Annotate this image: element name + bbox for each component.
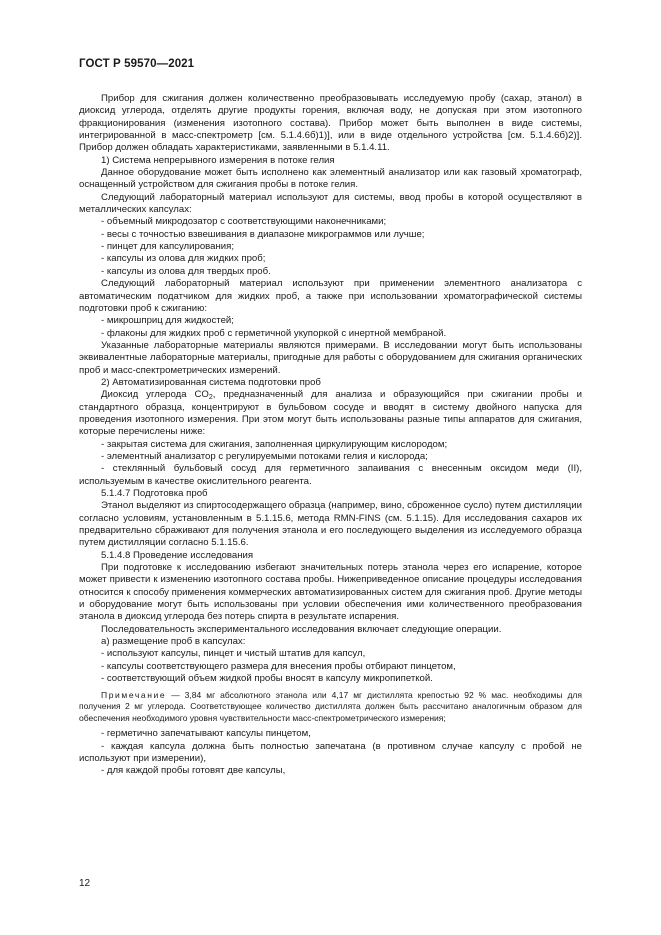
section-heading: 5.1.4.8 Проведение исследования [101,549,254,561]
list-item: - закрытая система для сжигания, заполненная циркулирующим кислородом; [101,438,448,450]
paragraph: Следующий лабораторный материал используют при применении элементного анализатора с автоматическим податчиком для жидких проб, а также при использовании хроматографической системы подготовки проб к сжиганию: [79,278,582,314]
list-item: - каждая капсула должна быть полностью запечатана (в противном случае капсулу с пробой не используют при измерении), [79,740,582,764]
note-text: — 3,84 мг абсолютного этанола или 4,17 мг дистиллята крепостью 92 % мас. необходимы для получения 2 мг углерода. Соответствующее количество дистиллята должен быть рассчитано аналогичным образом для обеспечения необходимого уровня чувствительности масс-спектрометрического измерения; [79,689,582,723]
paragraph-co2 [79,389,582,438]
list-item: - элементный анализатор с регулируемыми потоками гелия и кислорода; [101,450,428,462]
note-label: Примечание [101,689,167,700]
page-number: 12 [79,878,91,889]
text-span: Диоксид углерода CO [101,389,209,401]
text-span: , предназначенный для анализа и образующийся при сжигании пробы и стандартного образца, концентрируют в бульбовом сосуде и вводят в систему двойного напуска для проведения изотопного измерения. При этом могут быть использованы разные типы аппаратов для сжигания, которые перечислены ниже: [79,389,582,438]
paragraph: Прибор для сжигания должен количественно преобразовывать исследуемую пробу (сахар, этанол) в диоксид углерода, отделять другие продукты горения, включая воду, не допуская при этом изотопного фракционирования (изменения изотопного состава). Прибор может быть выполнен в виде системы, интегрированной в масс-спектрометр [см. 5.1.4.6б)1)], или в виде отдельного устройства [см. 5.1.4.6б)2)]. Прибор должен обладать характеристиками, заявленными в 5.1.4.11. [79,93,582,154]
paragraph: Этанол выделяют из спиртосодержащего образца (например, вино, сброженное сусло) путем дистилляции согласно условиям, установленным в 5.1.15.6, метода RMN-FINS (см. 5.1.15). Для исследования сахаров их предварительно сбраживают для получения этанола и его последующего выделения из исследуемого образца путем дистилляции согласно 5.1.15.6. [79,500,582,549]
list-item: - соответствующий объем жидкой пробы вносят в капсулу микропипеткой. [101,673,433,685]
subscript: 2 [208,394,213,402]
list-item: - герметично запечатывают капсулы пинцетом, [101,728,311,740]
list-item: - для каждой пробы готовят две капсулы, [101,765,286,777]
list-item: - флаконы для жидких проб с герметичной укупоркой с инертной мембраной. [101,327,447,339]
list-item: - объемный микродозатор с соответствующими наконечниками; [101,216,387,228]
subsection-heading: 2) Автоматизированная система подготовки проб [101,376,321,388]
document-code: ГОСТ Р 59570—2021 [79,58,195,70]
paragraph: Указанные лабораторные материалы являются примерами. В исследовании могут быть использованы эквивалентные лабораторные материалы, пригодные для работы с оборудованием для сжигания органических проб и масс-спектрометрических измерений. [79,339,582,376]
note [79,690,582,725]
list-item: - пинцет для капсулирования; [101,241,235,253]
list-item: - стеклянный бульбовый сосуд для герметичного запаивания с внесенным оксидом меди (II), используемым в качестве окислительного реагента. [79,463,582,487]
paragraph: Последовательность экспериментального исследования включает следующие операции. [101,623,502,635]
paragraph: а) размещение проб в капсулах: [101,636,246,648]
paragraph: Данное оборудование может быть исполнено как элементный анализатор или как газовый хроматограф, оснащенный устройством для сжигания пробы в потоке гелия. [79,167,582,191]
paragraph: Следующий лабораторный материал используют для системы, ввод пробы в которой осуществляют в металлических капсулах: [79,191,582,216]
paragraph: При подготовке к исследованию избегают значительных потерь этанола через его испарение, которое может привести к изменению изотопного состава пробы. Нижеприведенное описание процедуры исследования относится к способу применения коммерческих автоматизированных систем для сжигания проб. Другие методы и оборудование могут быть использованы при условии обеспечения ими количественного преобразования этанола в диоксид углерода без потерь спирта в результате испарения. [79,562,582,623]
list-item: - используют капсулы, пинцет и чистый штатив для капсул, [101,648,366,660]
list-item: - микрошприц для жидкостей; [101,315,234,327]
list-item: - капсулы из олова для жидких проб; [101,253,266,265]
list-item: - капсулы соответствующего размера для внесения пробы отбирают пинцетом, [101,660,456,672]
list-item: - весы с точностью взвешивания в диапазоне микрограммов или лучше; [101,228,425,240]
subsection-heading: 1) Система непрерывного измерения в потоке гелия [101,154,335,166]
section-heading: 5.1.4.7 Подготовка проб [101,488,208,499]
list-item: - капсулы из олова для твердых проб. [101,265,271,277]
document-body [79,93,582,778]
